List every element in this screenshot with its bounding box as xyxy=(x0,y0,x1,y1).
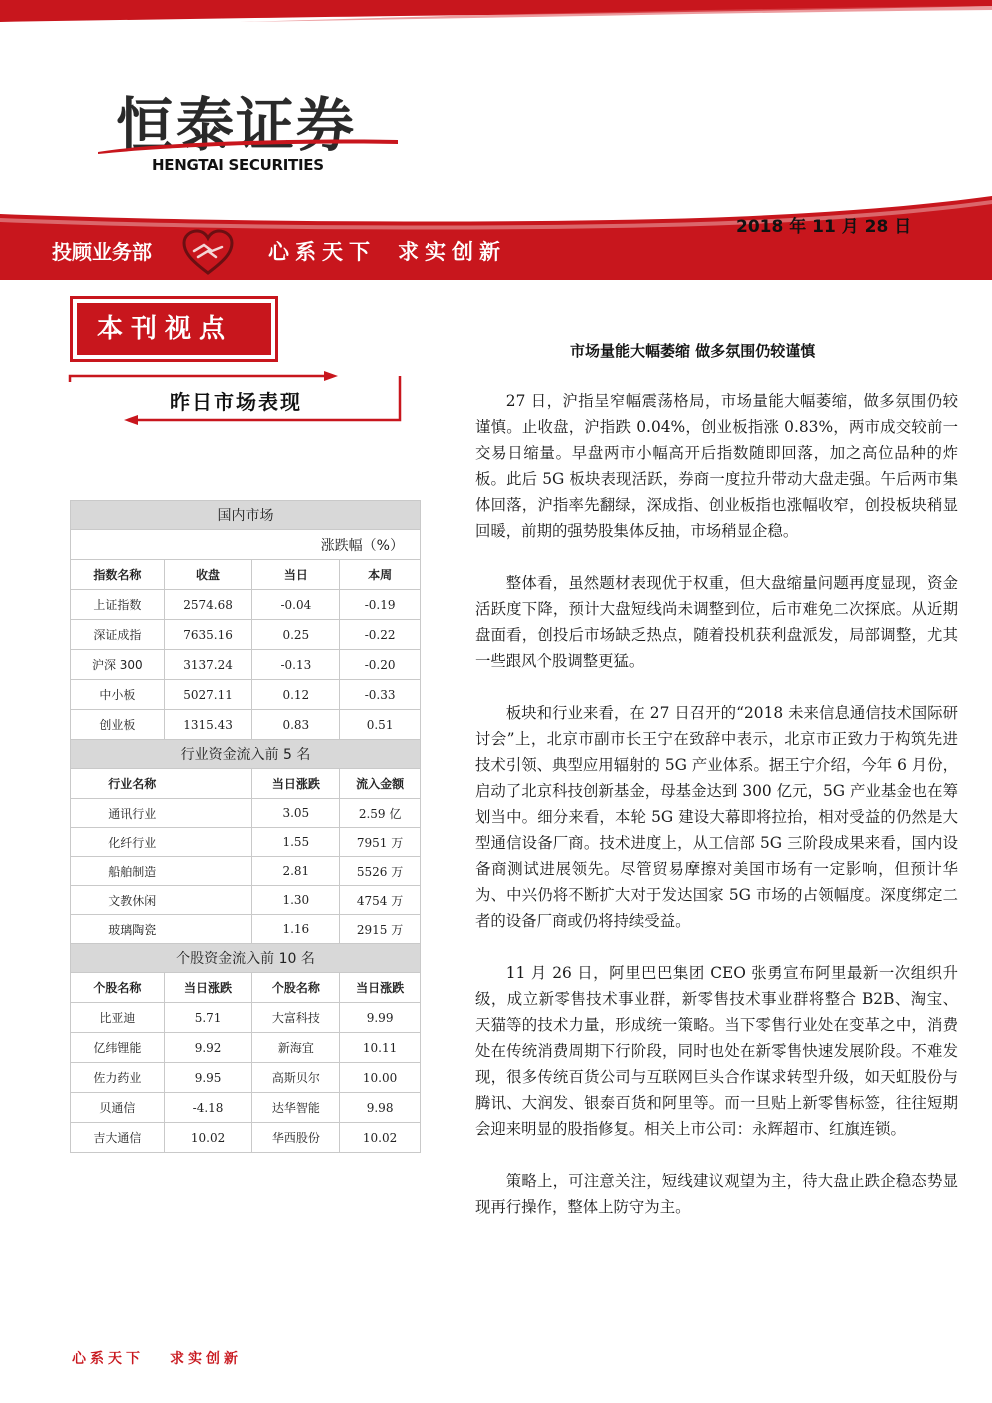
table-row xyxy=(71,620,421,650)
index-week-change: 0.51 xyxy=(340,710,421,740)
stock-day-change: 10.02 xyxy=(340,1123,421,1153)
handshake-heart-icon xyxy=(182,229,234,277)
logo-underline xyxy=(98,138,398,156)
index-name: 沪深 300 xyxy=(71,650,165,680)
column-header: 收盘 xyxy=(164,560,252,590)
table-row xyxy=(71,650,421,680)
stock-day-change: 10.00 xyxy=(340,1063,421,1093)
footer-motto xyxy=(72,1348,242,1368)
table-unit-row xyxy=(71,530,421,560)
stock-day-change: 9.98 xyxy=(340,1093,421,1123)
industry-inflow-amount: 7951 万 xyxy=(340,828,421,857)
industry-inflow-amount: 2.59 亿 xyxy=(340,799,421,828)
column-header: 当日涨跌 xyxy=(252,769,340,799)
stock-day-change: 10.02 xyxy=(164,1123,252,1153)
stock-day-change: 9.92 xyxy=(164,1033,252,1063)
index-week-change: -0.19 xyxy=(340,590,421,620)
column-header: 当日涨跌 xyxy=(164,973,252,1003)
column-header: 流入金额 xyxy=(340,769,421,799)
industry-inflow-amount: 5526 万 xyxy=(340,857,421,886)
stock-inflow-title: 个股资金流入前 10 名 xyxy=(71,944,421,973)
stock-name: 贝通信 xyxy=(71,1093,165,1123)
index-day-change: -0.13 xyxy=(252,650,340,680)
industry-name: 玻璃陶瓷 xyxy=(71,915,252,944)
table-row xyxy=(71,680,421,710)
index-name: 中小板 xyxy=(71,680,165,710)
footer-motto-left: 心系天下 xyxy=(72,1351,144,1367)
industry-inflow-amount: 4754 万 xyxy=(340,886,421,915)
market-table xyxy=(70,500,421,1153)
article-title: 市场量能大幅萎缩 做多氛围仍较谨慎 xyxy=(570,342,816,360)
index-day-change: 0.12 xyxy=(252,680,340,710)
index-close: 5027.11 xyxy=(164,680,252,710)
index-close: 7635.16 xyxy=(164,620,252,650)
industry-day-change: 1.30 xyxy=(252,886,340,915)
table-section-header xyxy=(71,501,421,530)
stock-name: 大富科技 xyxy=(252,1003,340,1033)
index-day-change: 0.83 xyxy=(252,710,340,740)
column-header: 当日 xyxy=(252,560,340,590)
index-close: 3137.24 xyxy=(164,650,252,680)
motto-left: 心系天下 xyxy=(268,240,376,264)
article-body xyxy=(475,388,958,1246)
table-row xyxy=(71,1123,421,1153)
department-name: 投顾业务部 xyxy=(52,240,152,264)
stock-day-change: 9.95 xyxy=(164,1063,252,1093)
stock-name: 高斯贝尔 xyxy=(252,1063,340,1093)
stock-name: 吉大通信 xyxy=(71,1123,165,1153)
index-name: 深证成指 xyxy=(71,620,165,650)
table-column-headers xyxy=(71,560,421,590)
stock-name: 华西股份 xyxy=(252,1123,340,1153)
stock-name: 新海宜 xyxy=(252,1033,340,1063)
article-paragraph: 整体看，虽然题材表现优于权重，但大盘缩量问题再度显现，资金活跃度下降，预计大盘短线尚未调整到位，后市难免二次探底。从近期盘面看，创投后市场缺乏热点，随着投机获利盘派发，局部调整，尤其一些跟风个股调整更猛。 xyxy=(475,574,958,670)
index-close: 1315.43 xyxy=(164,710,252,740)
industry-day-change: 2.81 xyxy=(252,857,340,886)
industry-day-change: 3.05 xyxy=(252,799,340,828)
industry-day-change: 1.55 xyxy=(252,828,340,857)
industry-day-change: 1.16 xyxy=(252,915,340,944)
logo-english: HENGTAI SECURITIES xyxy=(152,156,324,174)
table-row xyxy=(71,886,421,915)
table-row xyxy=(71,590,421,620)
table-section-header xyxy=(71,944,421,973)
section-title-market: 昨日市场表现 xyxy=(170,390,302,414)
footer-motto-right: 求实创新 xyxy=(170,1351,242,1367)
stock-day-change: 10.11 xyxy=(340,1033,421,1063)
index-name: 创业板 xyxy=(71,710,165,740)
column-header: 当日涨跌 xyxy=(340,973,421,1003)
article-paragraph: 11 月 26 日，阿里巴巴集团 CEO 张勇宣布阿里最新一次组织升级，成立新零售技术事业群，新零售技术事业群将整合 B2B、淘宝、天猫等的技术力量，形成统一策略。当下零售行业处在变革之中，消费处在传统消费周期下行阶段，同时也处在新零售快速发展阶段。不难发现，很多传统百货公司与互联网巨头合作谋求转型升级，如天虹股份与腾讯、大润发、银泰百货和阿里等。而一旦贴上新零售标签，往往短期会迎来明显的股指修复。相关上市公司：永辉超市、红旗连锁。 xyxy=(475,964,958,1138)
article-paragraph: 策略上，可注意关注，短线建议观望为主，待大盘止跌企稳态势显现再行操作，整体上防守为主。 xyxy=(475,1172,958,1216)
header-motto xyxy=(268,236,506,266)
article-paragraph: 27 日，沪指呈窄幅震荡格局，市场量能大幅萎缩，做多氛围仍较谨慎。止收盘，沪指跌 0.04%，创业板指涨 0.83%，两市成交较前一交易日缩量。早盘两市小幅高开后指数随即回落，加之高位品种的炸板。此后 5G 板块表现活跃，券商一度拉升带动大盘走强。午后两市集体回落，沪指率先翻绿，深成指、创业板指也涨幅收窄，创投板块稍显回暖，前期的强势股集体反抽，市场稍显企稳。 xyxy=(475,392,958,540)
index-week-change: -0.22 xyxy=(340,620,421,650)
industry-inflow-amount: 2915 万 xyxy=(340,915,421,944)
index-week-change: -0.33 xyxy=(340,680,421,710)
stock-day-change: 9.99 xyxy=(340,1003,421,1033)
article-paragraph: 板块和行业来看，在 27 日召开的“2018 未来信息通信技术国际研讨会”上，北京市副市长王宁在致辞中表示，北京市正致力于构筑先进技术引领、典型应用辐射的 5G 产业体系。据王宁介绍，今年 6 月份，启动了北京科技创新基金，母基金达到 300 亿元，5G 产业基金也在筹划当中。细分来看，本轮 5G 建设大幕即将拉抬，相对受益的仍然是大型通信设备厂商。技术进度上，从工信部 5G 三阶段成果来看，国内设备商测试进展领先。尽管贸易摩擦对美国市场有一定影响，但预计华为、中兴仍将不断扩大对于发达国家 5G 市场的占领幅度。深度绑定二者的设备厂商或仍将持续受益。 xyxy=(475,704,958,930)
stock-name: 达华智能 xyxy=(252,1093,340,1123)
table-column-headers xyxy=(71,973,421,1003)
table-row xyxy=(71,1063,421,1093)
column-header: 行业名称 xyxy=(71,769,252,799)
column-header: 个股名称 xyxy=(252,973,340,1003)
index-day-change: -0.04 xyxy=(252,590,340,620)
viewpoint-title-box xyxy=(70,296,278,362)
table-row xyxy=(71,1093,421,1123)
logo-chinese: 恒泰证券 xyxy=(116,91,357,159)
report-date: 2018 年 11 月 28 日 xyxy=(736,217,912,237)
table-row xyxy=(71,1033,421,1063)
index-week-change: -0.20 xyxy=(340,650,421,680)
industry-name: 通讯行业 xyxy=(71,799,252,828)
stock-day-change: -4.18 xyxy=(164,1093,252,1123)
index-close: 2574.68 xyxy=(164,590,252,620)
table-row xyxy=(71,710,421,740)
column-header: 指数名称 xyxy=(71,560,165,590)
industry-name: 船舶制造 xyxy=(71,857,252,886)
header-swoosh xyxy=(0,0,992,60)
index-day-change: 0.25 xyxy=(252,620,340,650)
table-row xyxy=(71,828,421,857)
column-header: 个股名称 xyxy=(71,973,165,1003)
industry-name: 文教休闲 xyxy=(71,886,252,915)
viewpoint-title: 本刊视点 xyxy=(77,303,271,355)
stock-day-change: 5.71 xyxy=(164,1003,252,1033)
table-column-headers xyxy=(71,769,421,799)
table-row xyxy=(71,915,421,944)
change-unit-label: 涨跌幅（%） xyxy=(71,530,421,560)
motto-right: 求实创新 xyxy=(398,240,506,264)
table-row xyxy=(71,1003,421,1033)
industry-inflow-title: 行业资金流入前 5 名 xyxy=(71,740,421,769)
table-row xyxy=(71,857,421,886)
index-name: 上证指数 xyxy=(71,590,165,620)
table-row xyxy=(71,799,421,828)
stock-name: 比亚迪 xyxy=(71,1003,165,1033)
industry-name: 化纤行业 xyxy=(71,828,252,857)
column-header: 本周 xyxy=(340,560,421,590)
table-section-header xyxy=(71,740,421,769)
stock-name: 亿纬锂能 xyxy=(71,1033,165,1063)
stock-name: 佐力药业 xyxy=(71,1063,165,1093)
domestic-market-title: 国内市场 xyxy=(71,501,421,530)
